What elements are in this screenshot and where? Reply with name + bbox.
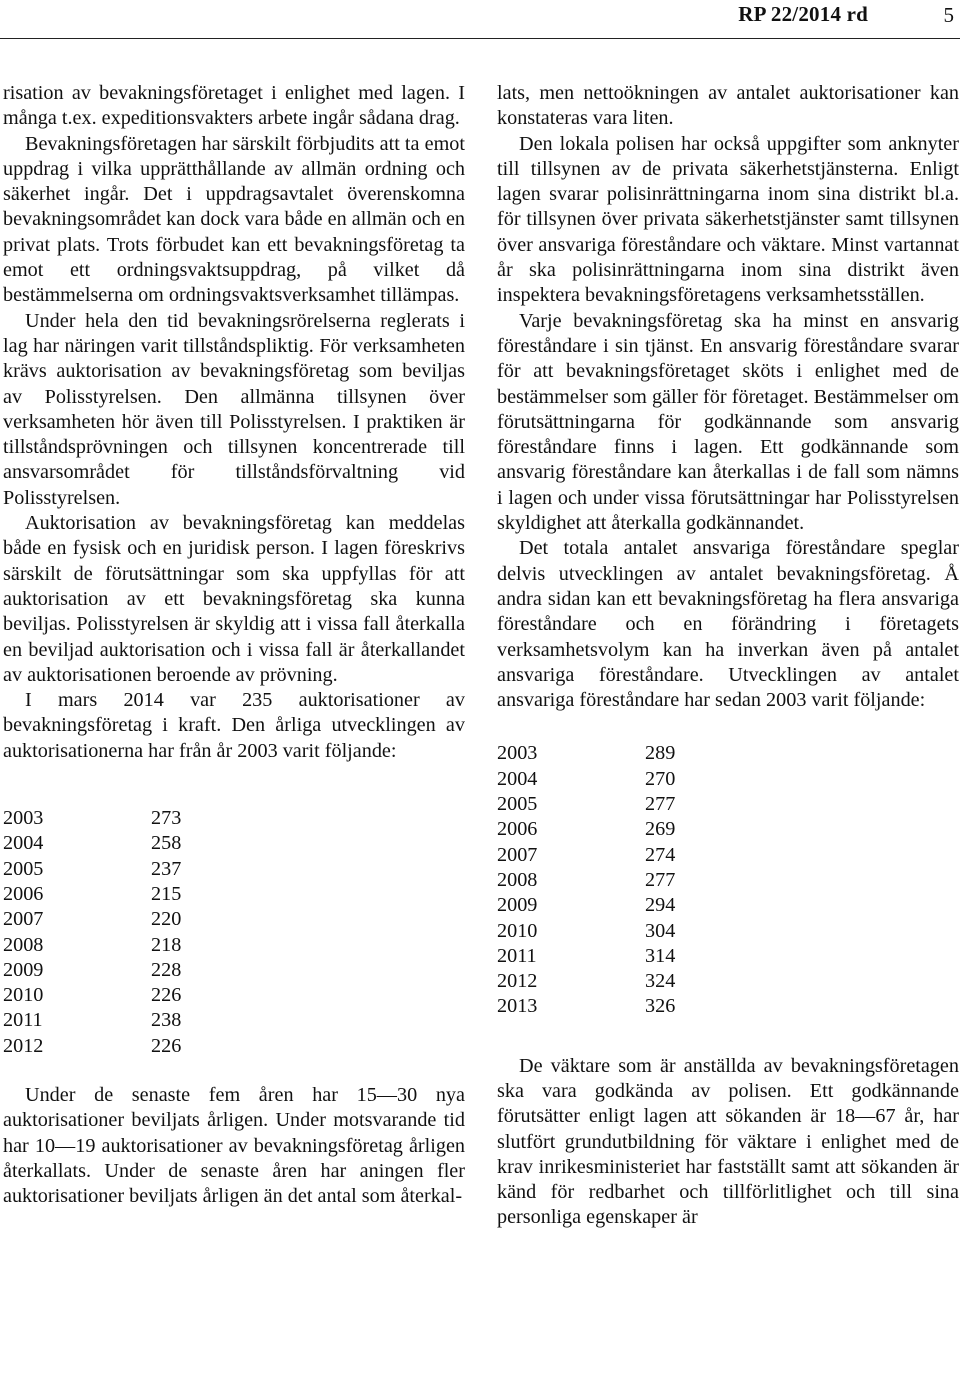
paragraph: Den lokala polisen har också uppgifter som anknyter till tillsynen av de privata säkerhetstjänsterna. Enligt lagen svarar polisinrättningarna inom sina distrikt bl.a. för tillsynen över privata säkerhetstjänster samt tillsynen över ansvariga föreståndare och väktare. Minst vartannat år ska polisinrättningarna inom sina distrikt även inspektera bevakningsföretagens verksamhetsställen. [497, 132, 959, 307]
table-row [3, 806, 181, 831]
table-row [3, 831, 181, 856]
table-row [3, 958, 181, 983]
value-cell: 269 [645, 818, 676, 841]
value-cell: 270 [645, 767, 676, 790]
paragraph: De väktare som är anställda av bevakningsföretagen ska vara godkända av polisen. Ett godkännande förutsätter enligt lagen att sökanden är 18—67 år, har slutfört grundutbildning för väktare i enlighet med de krav inrikesministeriet har fastställt samt att sökanden är känd för redbarhet och tillförlitlighet och till sina personliga egenskaper är [497, 1054, 959, 1229]
table-row [497, 843, 675, 868]
year-cell: 2006 [3, 882, 44, 905]
value-cell: 289 [645, 742, 676, 765]
year-cell: 2008 [497, 868, 538, 891]
table-row [497, 893, 675, 918]
value-cell: 237 [151, 857, 182, 880]
year-cell: 2012 [3, 1034, 44, 1057]
table-row [3, 983, 181, 1008]
year-cell: 2013 [497, 995, 538, 1018]
value-cell: 294 [645, 894, 676, 917]
paragraph: Under de senaste fem åren har 15—30 nya auktorisationer beviljats årligen. Under motsvarande tid har 10—19 auktorisationer av bevakningsföretag årligen återkallats. Under de senaste åren har aningen fler auktorisationer beviljats årligen än det antal som återkal- [3, 1083, 465, 1208]
year-cell: 2004 [3, 832, 44, 855]
paragraph: Auktorisation av bevakningsföretag kan meddelas både en fysisk och en juridisk person. I lagen föreskrivs särskilt de förutsättningar som ska uppfyllas för att auktorisation av ett bevakningsföretag ska kunna beviljas. Polisstyrelsen är skyldig att i vissa fall återkalla en beviljad auktorisation och i vissa fall är återkallandet av auktorisationen beroende av prövning. [3, 512, 465, 686]
table-row [3, 933, 181, 958]
value-cell: 258 [151, 832, 182, 855]
value-cell: 277 [645, 868, 676, 891]
value-cell: 314 [645, 944, 676, 967]
value-cell: 226 [151, 984, 182, 1007]
year-cell: 2007 [497, 843, 538, 866]
table-row [497, 817, 675, 842]
year-cell: 2006 [497, 818, 538, 841]
table-row [3, 907, 181, 932]
table-row [3, 1034, 181, 1059]
year-cell: 2011 [497, 944, 537, 967]
value-cell: 277 [645, 793, 676, 816]
paragraph: Bevakningsföretagen har särskilt förbjudits att ta emot uppdrag i vilka upprätthållande av allmän ordning och säkerhet ingår. Det i uppdragsavtalet överenskomna bevakningsområdet kan dock vara både en allmän och en privat plats. Trots förbudet kan ett bevakningsföretag ta emot ett ordningsvaktsuppdrag, på vilket då bestämmelserna om ordningsvaktsverksamhet tillämpas. [3, 132, 465, 307]
value-cell: 226 [151, 1034, 182, 1057]
paragraph: I mars 2014 var 235 auktorisationer av bevakningsföretag i kraft. Den årliga utvecklingen av auktorisationerna har från år 2003 varit följande: [3, 689, 465, 762]
value-cell: 215 [151, 882, 182, 905]
value-cell: 304 [645, 919, 676, 942]
paragraph: Varje bevakningsföretag ska ha minst en ansvarig föreståndare i sin tjänst. En ansvarig föreståndare svarar för att bevakningsföretaget sköts i enlighet med de bestämmelser som gäller för företaget. Bestämmelser om förutsättningarna för godkännande som ansvarig föreståndare finns i lagen. Ett godkännande som ansvarig föreståndare kan återkallas i de fall som nämns i lagen och under vissa förutsättningar har Polisstyrelsen skyldighet att återkalla godkännandet. [497, 309, 959, 535]
left-column [3, 81, 465, 1209]
value-cell: 220 [151, 908, 182, 931]
year-cell: 2011 [3, 1009, 43, 1032]
value-cell: 228 [151, 958, 182, 981]
table-row [497, 944, 675, 969]
value-cell: 274 [645, 843, 676, 866]
year-cell: 2009 [3, 958, 44, 981]
table-row [497, 792, 675, 817]
value-cell: 273 [151, 807, 182, 830]
table-row [3, 1008, 181, 1033]
year-cell: 2003 [497, 742, 538, 765]
value-cell: 218 [151, 933, 182, 956]
table-row [497, 868, 675, 893]
paragraph: Det totala antalet ansvariga föreståndare speglar delvis utvecklingen av antalet bevakningsföretag. Å andra sidan kan ett bevakningsföretag ha flera ansvariga föreståndare och en förändring i företagets verksamhetsvolym kan ha inverkan även på antalet ansvariga föreståndare. Utvecklingen av antalet ansvariga föreståndare har sedan 2003 varit följande: [497, 537, 959, 712]
year-cell: 2010 [3, 984, 44, 1007]
table-row [497, 969, 675, 994]
document-id: RP 22/2014 rd [738, 2, 868, 26]
paragraph: Under hela den tid bevakningsrörelserna reglerats i lag har näringen varit tillståndspliktig. För verksamheten krävs auktorisation av bevakningsföretag som beviljas av Polisstyrelsen. Den allmänna tillsynen över verksamheten hör även till Polisstyrelsen. I praktiken är tillståndsprövningen och tillsynen koncentrerade till ansvarsområdet för tillståndsförvaltning vid Polisstyrelsen. [3, 309, 465, 509]
right-column [497, 81, 959, 1231]
page-header [0, 0, 960, 39]
paragraph: risation av bevakningsföretaget i enlighet med lagen. I många t.ex. expeditionsvakters arbete ingår sådana drag. [3, 82, 465, 130]
table-row [497, 741, 675, 766]
value-cell: 238 [151, 1009, 182, 1032]
table-row [497, 994, 675, 1019]
page-number: 5 [943, 3, 954, 27]
table-row [3, 857, 181, 882]
value-cell: 324 [645, 970, 676, 993]
year-cell: 2010 [497, 919, 538, 942]
managers-table [497, 741, 675, 1019]
year-cell: 2003 [3, 807, 44, 830]
year-cell: 2008 [3, 933, 44, 956]
table-row [497, 767, 675, 792]
paragraph: lats, men nettoökningen av antalet auktorisationer kan konstateras vara liten. [497, 82, 959, 130]
year-cell: 2007 [3, 908, 44, 931]
table-row [497, 919, 675, 944]
year-cell: 2004 [497, 767, 538, 790]
year-cell: 2005 [497, 793, 538, 816]
authorisations-table [3, 806, 181, 1059]
value-cell: 326 [645, 995, 676, 1018]
year-cell: 2005 [3, 857, 44, 880]
table-row [3, 882, 181, 907]
year-cell: 2012 [497, 970, 538, 993]
year-cell: 2009 [497, 894, 538, 917]
